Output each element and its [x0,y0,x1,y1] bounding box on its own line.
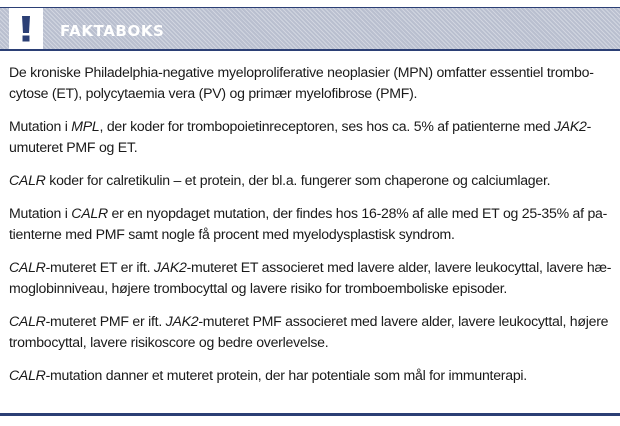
paragraph-text: Mutation i [9,118,72,134]
paragraph-text: koder for calretikulin – et protein, der bl.a. fungerer som chaperone og calciumlager. [45,172,551,188]
exclamation-icon [9,8,43,49]
paragraph-text: -muteret ET associeret med lavere alder, lavere leukocyttal, lavere hæ-moglobinniveau, højere trombocyttal og lavere risiko for tromboemboliske episoder. [9,259,612,296]
gene-name: CALR [9,313,46,329]
bottom-divider [0,413,620,416]
factbox-title: FAKTABOKS [60,22,165,40]
factbox-paragraph [9,116,613,158]
factbox-paragraph [9,257,613,299]
paragraph-text: , der koder for trombopoietinreceptoren, ses hos ca. 5% af patienterne med [99,118,554,134]
gene-name: JAK2 [165,313,199,329]
gene-name: MPL [71,118,100,134]
paragraph-text: -muteret PMF associeret med lavere alder, lavere leukocyttal, højere trombocyttal, lavere risikoscore og bedre overlevelse. [9,313,609,350]
gene-name: CALR [9,172,46,188]
factbox-paragraph [9,203,613,245]
factbox-paragraph [9,311,613,353]
gene-name: CALR [71,205,108,221]
paragraph-text: Mutation i [9,205,72,221]
paragraph-text: er en nyopdaget mutation, der findes hos 16-28% af alle med ET og 25-35% af pa-tienterne med PMF samt nogle få procent med myelodysplastisk syndrom. [9,205,608,242]
factbox-header [0,7,620,51]
paragraph-text: -muteret ET er ift. [45,259,154,275]
gene-name: CALR [9,367,46,383]
paragraph-text: De kroniske Philadelphia-negative myeloproliferative neoplasier (MPN) omfatter essentiel trombo-cytose (ET), polycytaemia vera (PV) og primær myelofibrose (PMF). [9,64,594,101]
factbox-body [9,62,613,398]
gene-name: JAK2 [153,259,187,275]
paragraph-text: -mutation danner et muteret protein, der har potentiale som mål for immunterapi. [45,367,527,383]
paragraph-text: -muteret PMF er ift. [45,313,166,329]
paragraph-text: -umuteret PMF og ET. [9,118,592,155]
factbox-paragraph [9,62,613,104]
factbox-paragraph [9,170,613,191]
factbox-paragraph [9,365,613,386]
gene-name: CALR [9,259,46,275]
gene-name: JAK2 [553,118,587,134]
